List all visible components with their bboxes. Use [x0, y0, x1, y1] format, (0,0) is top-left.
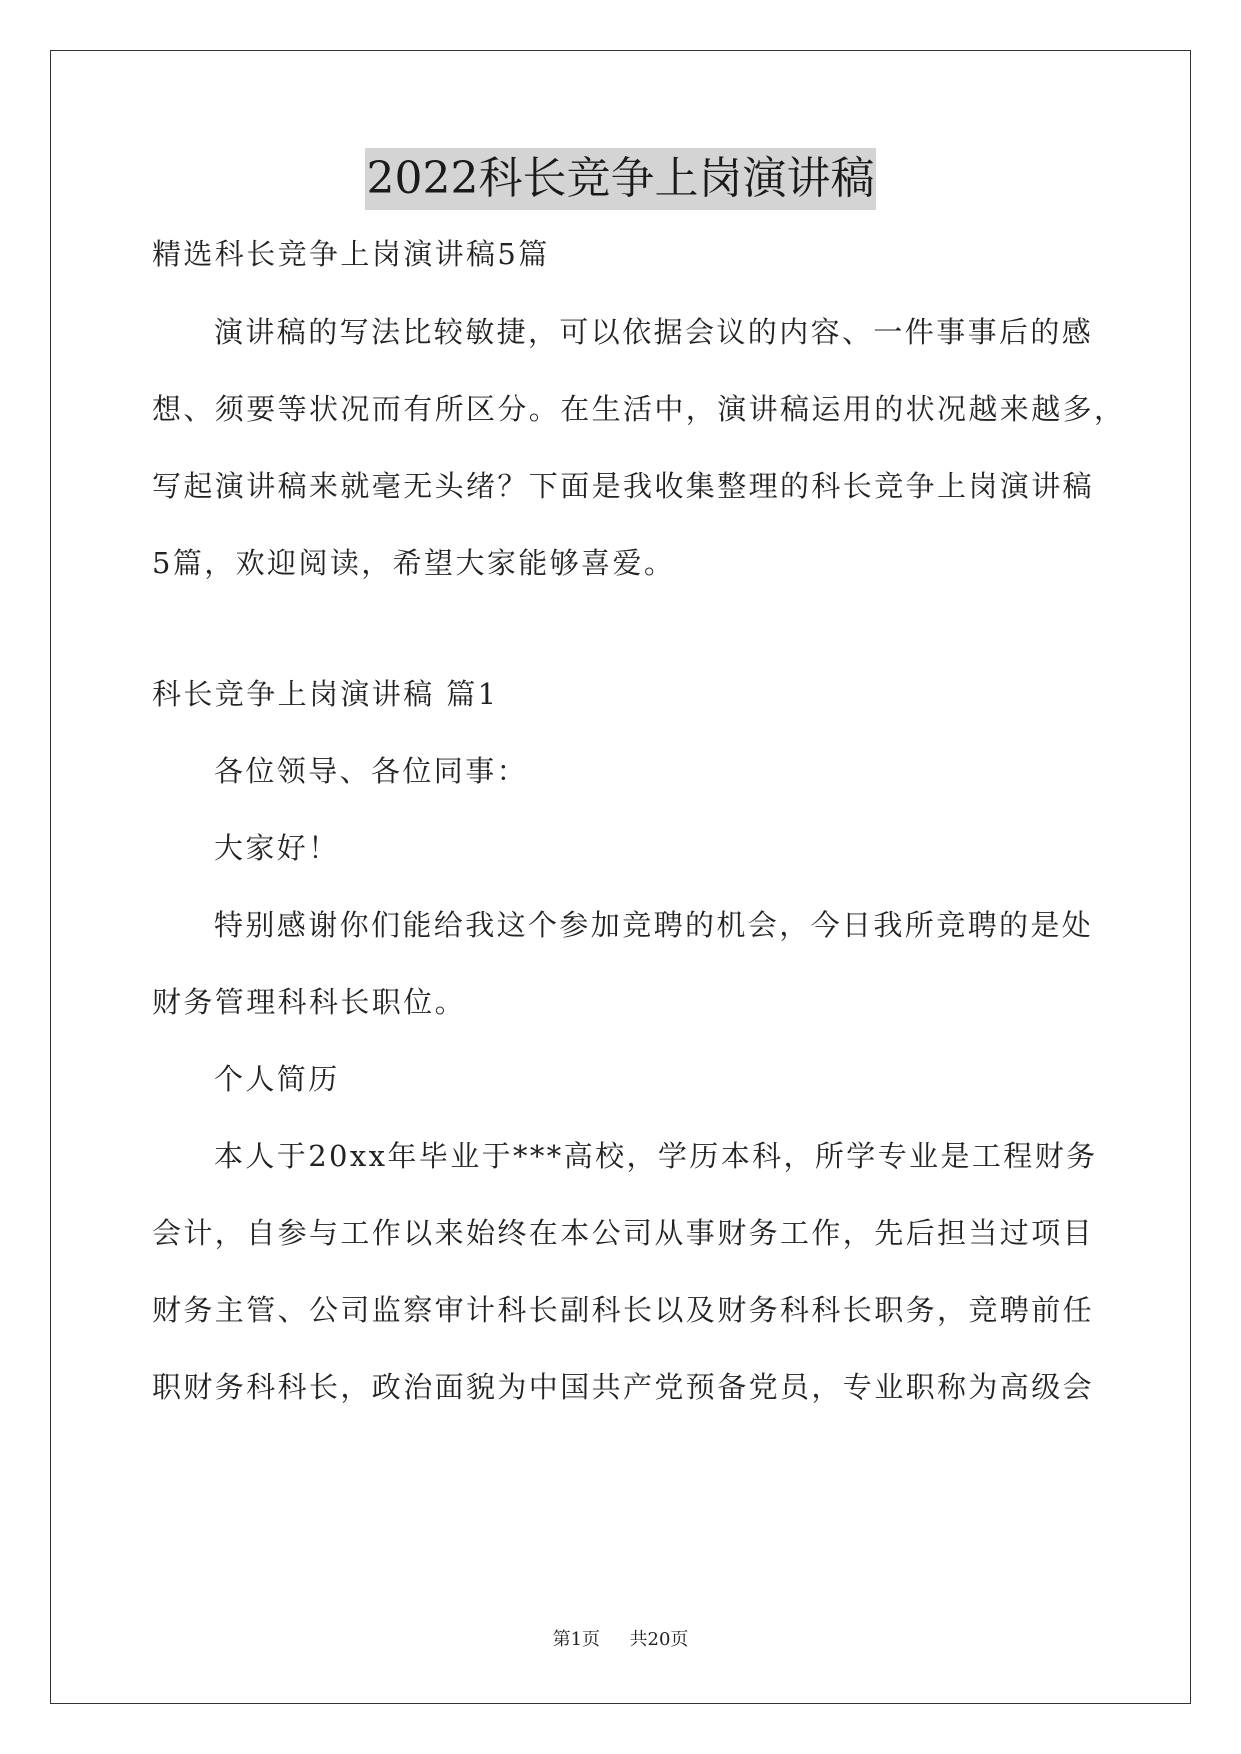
- subtitle-line: 精选科长竞争上岗演讲稿5篇: [152, 237, 550, 271]
- page-footer: [0, 1625, 1241, 1651]
- section-heading: 科长竞争上岗演讲稿 篇1: [152, 677, 499, 711]
- paragraph-line: 财务主管、公司监察审计科长副科长以及财务科科长职务，竞聘前任: [152, 1293, 1095, 1327]
- paragraph-line: 会计，自参与工作以来始终在本公司从事财务工作，先后担当过项目: [152, 1216, 1095, 1250]
- title-container: [0, 148, 1241, 210]
- paragraph-line: 想、须要等状况而有所区分。在生活中，演讲稿运用的状况越来越多，: [152, 392, 1126, 426]
- paragraph-line: 写起演讲稿来就毫无头绪？下面是我收集整理的科长竞争上岗演讲稿: [152, 469, 1095, 503]
- greeting-line: 大家好！: [214, 831, 340, 865]
- document-title: 2022科长竞争上岗演讲稿: [365, 148, 877, 210]
- paragraph-line: 职财务科科长，政治面貌为中国共产党预备党员，专业职称为高级会: [152, 1370, 1095, 1404]
- paragraph-line: 本人于20xx年毕业于***高校，学历本科，所学专业是工程财务: [214, 1139, 1098, 1173]
- page-total: 共20页: [629, 1629, 689, 1650]
- greeting-line: 各位领导、各位同事：: [214, 754, 529, 788]
- paragraph-line: 特别感谢你们能给我这个参加竞聘的机会，今日我所竞聘的是处: [214, 908, 1094, 942]
- page-number: 第1页: [552, 1629, 601, 1650]
- subsection-heading: 个人简历: [214, 1062, 340, 1096]
- paragraph-line: 财务管理科科长职位。: [152, 985, 467, 1019]
- paragraph-line: 5篇，欢迎阅读，希望大家能够喜爱。: [152, 546, 676, 580]
- section-intro: [152, 216, 1092, 293]
- section-one: [152, 656, 1098, 1426]
- paragraph-line: 演讲稿的写法比较敏捷，可以依据会议的内容、一件事事后的感: [214, 315, 1094, 349]
- intro-paragraph: [152, 294, 1126, 602]
